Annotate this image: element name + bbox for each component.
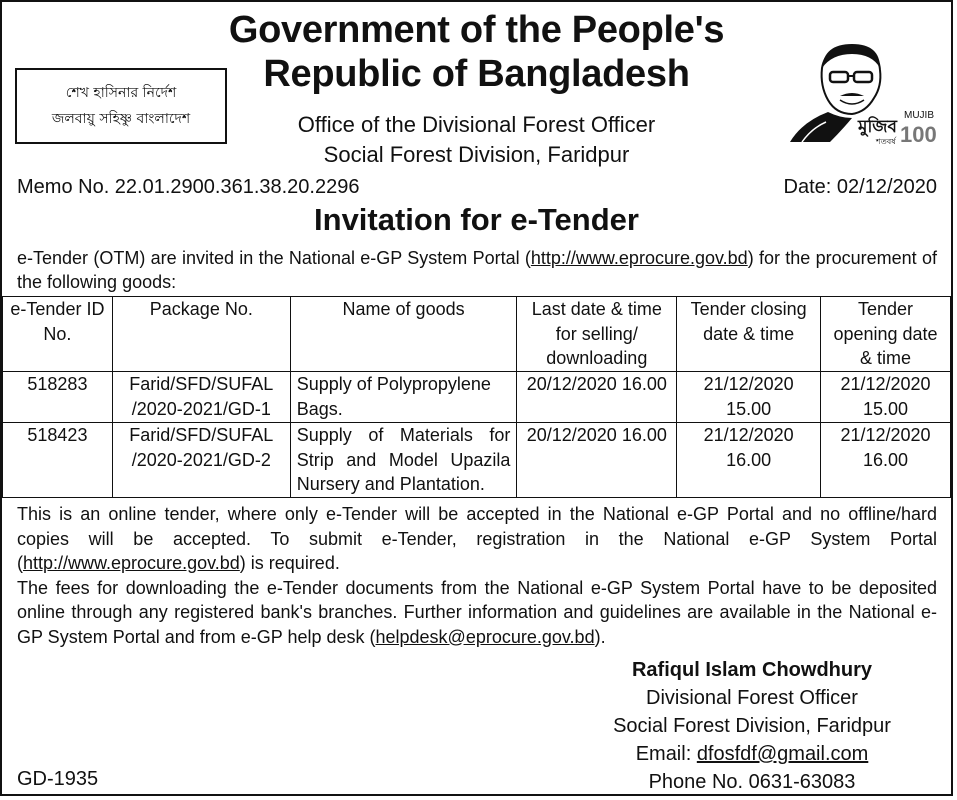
terms-text [17, 502, 937, 649]
fees-paragraph [17, 576, 937, 650]
cell-last-date: 20/12/2020 16.00 [517, 372, 677, 423]
emblem-100: 100 [900, 122, 937, 147]
bengali-slogan-line-1: শেখ হাসিনার নির্দেশ [65, 85, 177, 101]
cell-tender-id: 518283 [3, 372, 113, 423]
intro-text-before: e-Tender (OTM) are invited in the National e-GP System Portal ( [17, 248, 531, 268]
cell-package-no: Farid/SFD/SUFAL /2020-2021/GD-2 [112, 423, 290, 498]
para1-before: This is an online tender, where only e-Tender will be accepted in the National e-GP Portal and no offline/hard copies will be accepted. To submit e-Tender, registration in the National e-GP System Portal ( [17, 504, 937, 573]
cell-closing-date: 21/12/2020 16.00 [677, 423, 821, 498]
table-row [3, 423, 951, 498]
eprocure-link[interactable]: http://www.eprocure.gov.bd [530, 248, 748, 268]
cell-name-of-goods: Supply of Materials for Strip and Model Upazila Nursery and Plantation. [290, 423, 517, 498]
emblem-shatabarsha: শতবর্ষ [876, 137, 896, 146]
intro-paragraph [17, 246, 937, 294]
memo-date: Date: 02/12/2020 [783, 176, 937, 198]
office-line-1: Office of the Divisional Forest Officer [297, 112, 656, 137]
cell-package-no: Farid/SFD/SUFAL /2020-2021/GD-1 [112, 372, 290, 423]
officer-division: Social Forest Division, Faridpur [613, 715, 891, 737]
header-last-date-selling: Last date & time for selling/ downloading [517, 297, 677, 372]
tender-table [2, 296, 951, 498]
para1-after: ) is required. [239, 553, 340, 573]
signature-block [582, 656, 922, 796]
bengali-slogan-line-2: জলবায়ু সহিষ্ণু বাংলাদেশ [51, 111, 191, 127]
cell-name-of-goods: Supply of Polypropylene Bags. [290, 372, 517, 423]
header-package-no: Package No. [112, 297, 290, 372]
memo-number: Memo No. 22.01.2900.361.38.20.2296 [17, 176, 360, 198]
title-line-2: Republic of Bangladesh [263, 53, 690, 95]
notice-heading: Invitation for e-Tender [314, 202, 639, 237]
emblem-mujib-english: MUJIB [904, 110, 934, 121]
title-line-1: Government of the People's [228, 9, 725, 51]
cell-opening-date: 21/12/2020 16.00 [821, 423, 951, 498]
online-tender-paragraph [17, 502, 937, 576]
mujib-100-portrait-icon [782, 38, 937, 148]
officer-designation: Divisional Forest Officer [646, 687, 858, 709]
officer-email-link[interactable]: dfosfdf@gmail.com [696, 743, 869, 765]
header-opening-date: Tender opening date & time [821, 297, 951, 372]
para2-before: The fees for downloading the e-Tender documents from the National e-GP System Portal have to be deposited online through any registered bank's branches. Further information and guidelines are available in the National e-GP System Portal and from e-GP help desk ( [17, 577, 937, 647]
officer-email [582, 740, 922, 768]
emblem-mujib-bengali: মুজিব [858, 117, 897, 137]
officer-phone: Phone No. 0631-63083 [648, 771, 856, 793]
table-row [3, 372, 951, 423]
helpdesk-email-link[interactable]: helpdesk@eprocure.gov.bd [375, 626, 595, 647]
header-tender-id: e-Tender ID No. [3, 297, 113, 372]
cell-tender-id: 518423 [3, 423, 113, 498]
email-label: Email: [635, 743, 697, 765]
officer-name: Rafiqul Islam Chowdhury [631, 659, 873, 681]
cell-opening-date: 21/12/2020 15.00 [821, 372, 951, 423]
office-line-2: Social Forest Division, Faridpur [323, 142, 630, 167]
table-header-row [3, 297, 951, 372]
cell-last-date: 20/12/2020 16.00 [517, 423, 677, 498]
intro-text-after: ) for the procurement of the following goods: [17, 248, 937, 292]
gd-number: GD-1935 [17, 768, 99, 790]
cell-closing-date: 21/12/2020 15.00 [677, 372, 821, 423]
header-name-of-goods: Name of goods [290, 297, 517, 372]
header-closing-date: Tender closing date & time [677, 297, 821, 372]
para2-after: ). [594, 626, 606, 647]
eprocure-link[interactable]: http://www.eprocure.gov.bd [23, 553, 240, 573]
